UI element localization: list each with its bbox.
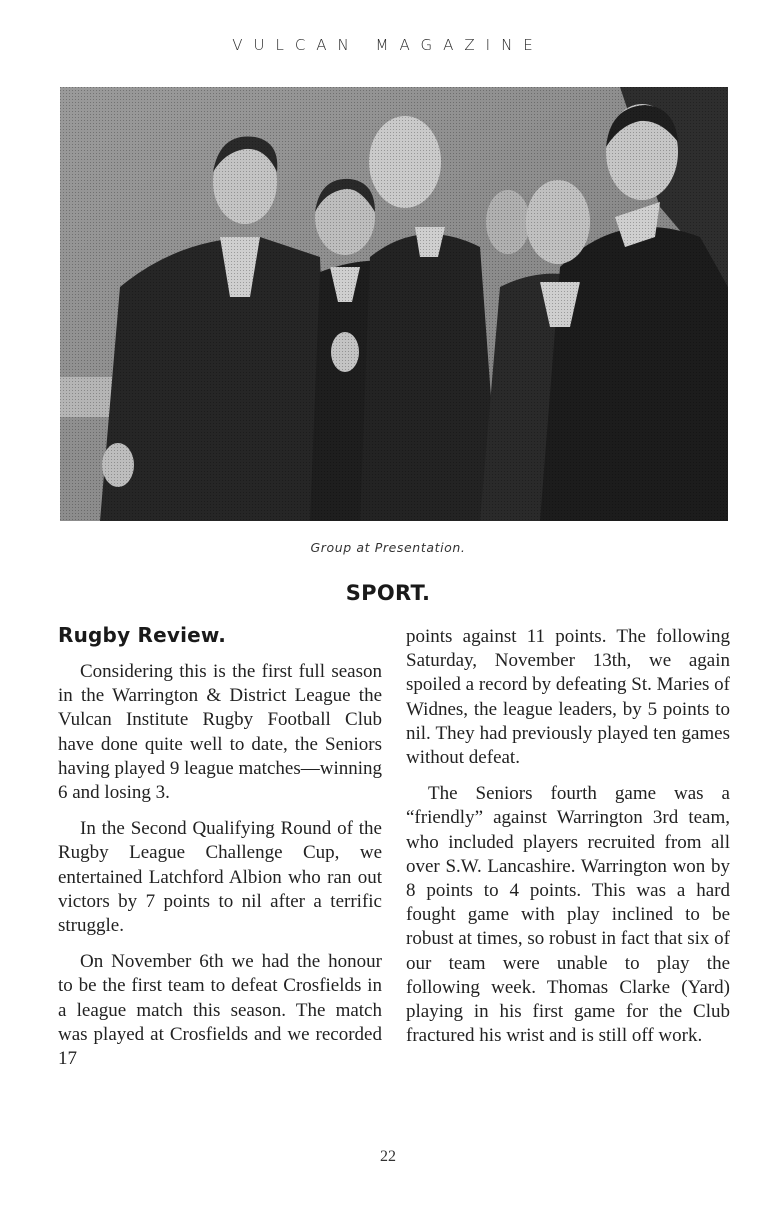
group-photo <box>60 87 728 521</box>
section-title: SPORT. <box>345 581 431 605</box>
article-paragraph: In the Second Qualifying Round of the Rugby League Challenge Cup, we entertained Latchford Albion who ran out victors by 7 points to nil after a terrific struggle. <box>58 818 382 937</box>
article-paragraph: Considering this is the first full season in the Warrington & District League the Vulcan Institute Rugby Football Club have done quite well to date, the Seniors having played 9 league matches—winning 6 and losing 3. <box>58 661 382 804</box>
page-number: 22 <box>380 1148 396 1165</box>
article-column-left <box>58 622 382 1083</box>
article-column-right <box>406 625 730 1060</box>
article-paragraph: The Seniors fourth game was a “friendly” against Warrington 3rd team, who included players recruited from all over S.W. Lancashire. Warrington won by 8 points to 4 points. This was a hard fought game with play inclined to be robust at times, so robust in fact that six of our team were unable to play the following week. Thomas Clarke (Yard) playing in his first game for the Club fractured his wrist and is still off work. <box>406 783 731 1047</box>
article-paragraph: On November 6th we had the honour to be the first team to defeat Crosfields in a league match this season. The match was played at Crosfields and we recorded 17 <box>58 951 382 1070</box>
photo-caption: Group at Presentation. <box>310 540 466 555</box>
article-title: Rugby Review. <box>58 623 227 647</box>
running-head: VULCAN MAGAZINE <box>232 36 544 54</box>
group-photo-illustration <box>60 87 728 521</box>
article-paragraph-continued: points against 11 points. The following Saturday, November 13th, we again spoiled a record by defeating St. Maries of Widnes, the league leaders, by 5 points to nil. They had previously played ten games without defeat. <box>406 626 730 769</box>
